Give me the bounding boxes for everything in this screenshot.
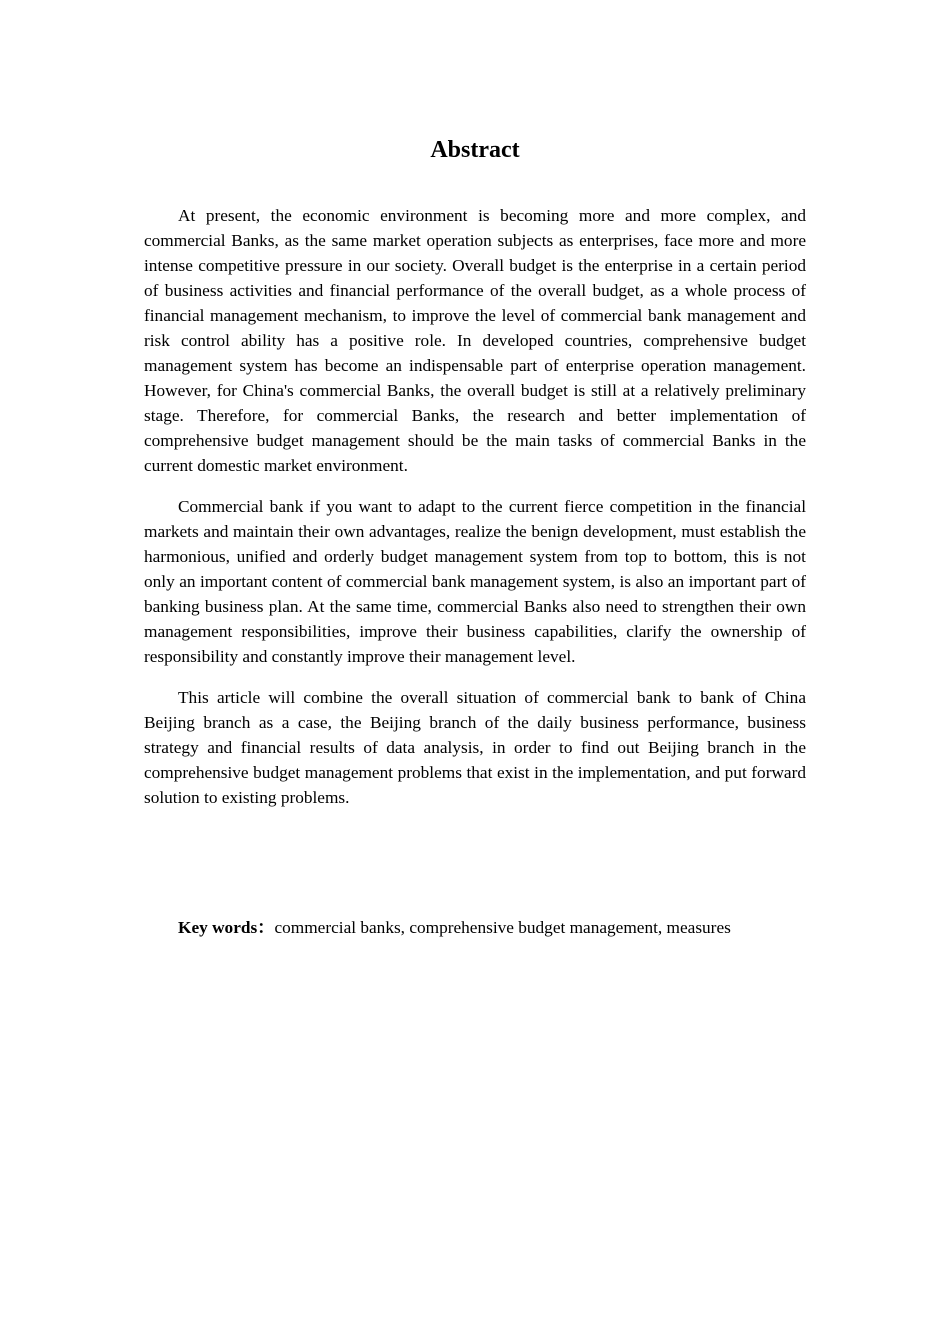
abstract-paragraph-2: Commercial bank if you want to adapt to the current fierce competition in the financial markets and maintain their own advantages, realize the benign development, must establish the harmonious, unified and orderly budget management system from top to bottom, this is not only an important content of commercial bank management system, is also an important part of banking business plan. At the same time, commercial Banks also need to strengthen their own management responsibilities, improve their business capabilities, clarify the ownership of responsibility and constantly improve their management level.	[144, 497, 806, 666]
keywords-label: Key words：	[178, 918, 275, 937]
keywords-value: commercial banks, comprehensive budget management, measures	[274, 918, 731, 937]
page-title: Abstract	[430, 137, 520, 163]
abstract-paragraph-3: This article will combine the overall situation of commercial bank to bank of China Beijing branch as a case, the Beijing branch of the daily business performance, business strategy and financial results of data analysis, in order to find out Beijing branch in the comprehensive budget management problems that exist in the implementation, and put forward solution to existing problems.	[144, 688, 806, 807]
keywords-line	[178, 915, 818, 940]
abstract-body	[144, 203, 806, 826]
abstract-paragraph-1: At present, the economic environment is becoming more and more complex, and commercial Banks, as the same market operation subjects as enterprises, face more and more intense competitive pressure in our society. Overall budget is the enterprise in a certain period of business activities and financial performance of the overall budget, as a whole process of financial management mechanism, to improve the level of commercial bank management and risk control ability has a positive role. In developed countries, comprehensive budget management system has become an indispensable part of enterprise operation management. However, for China's commercial Banks, the overall budget is still at a relatively preliminary stage. Therefore, for commercial Banks, the research and better implementation of comprehensive budget management should be the main tasks of commercial Banks in the current domestic market environment.	[144, 206, 806, 475]
